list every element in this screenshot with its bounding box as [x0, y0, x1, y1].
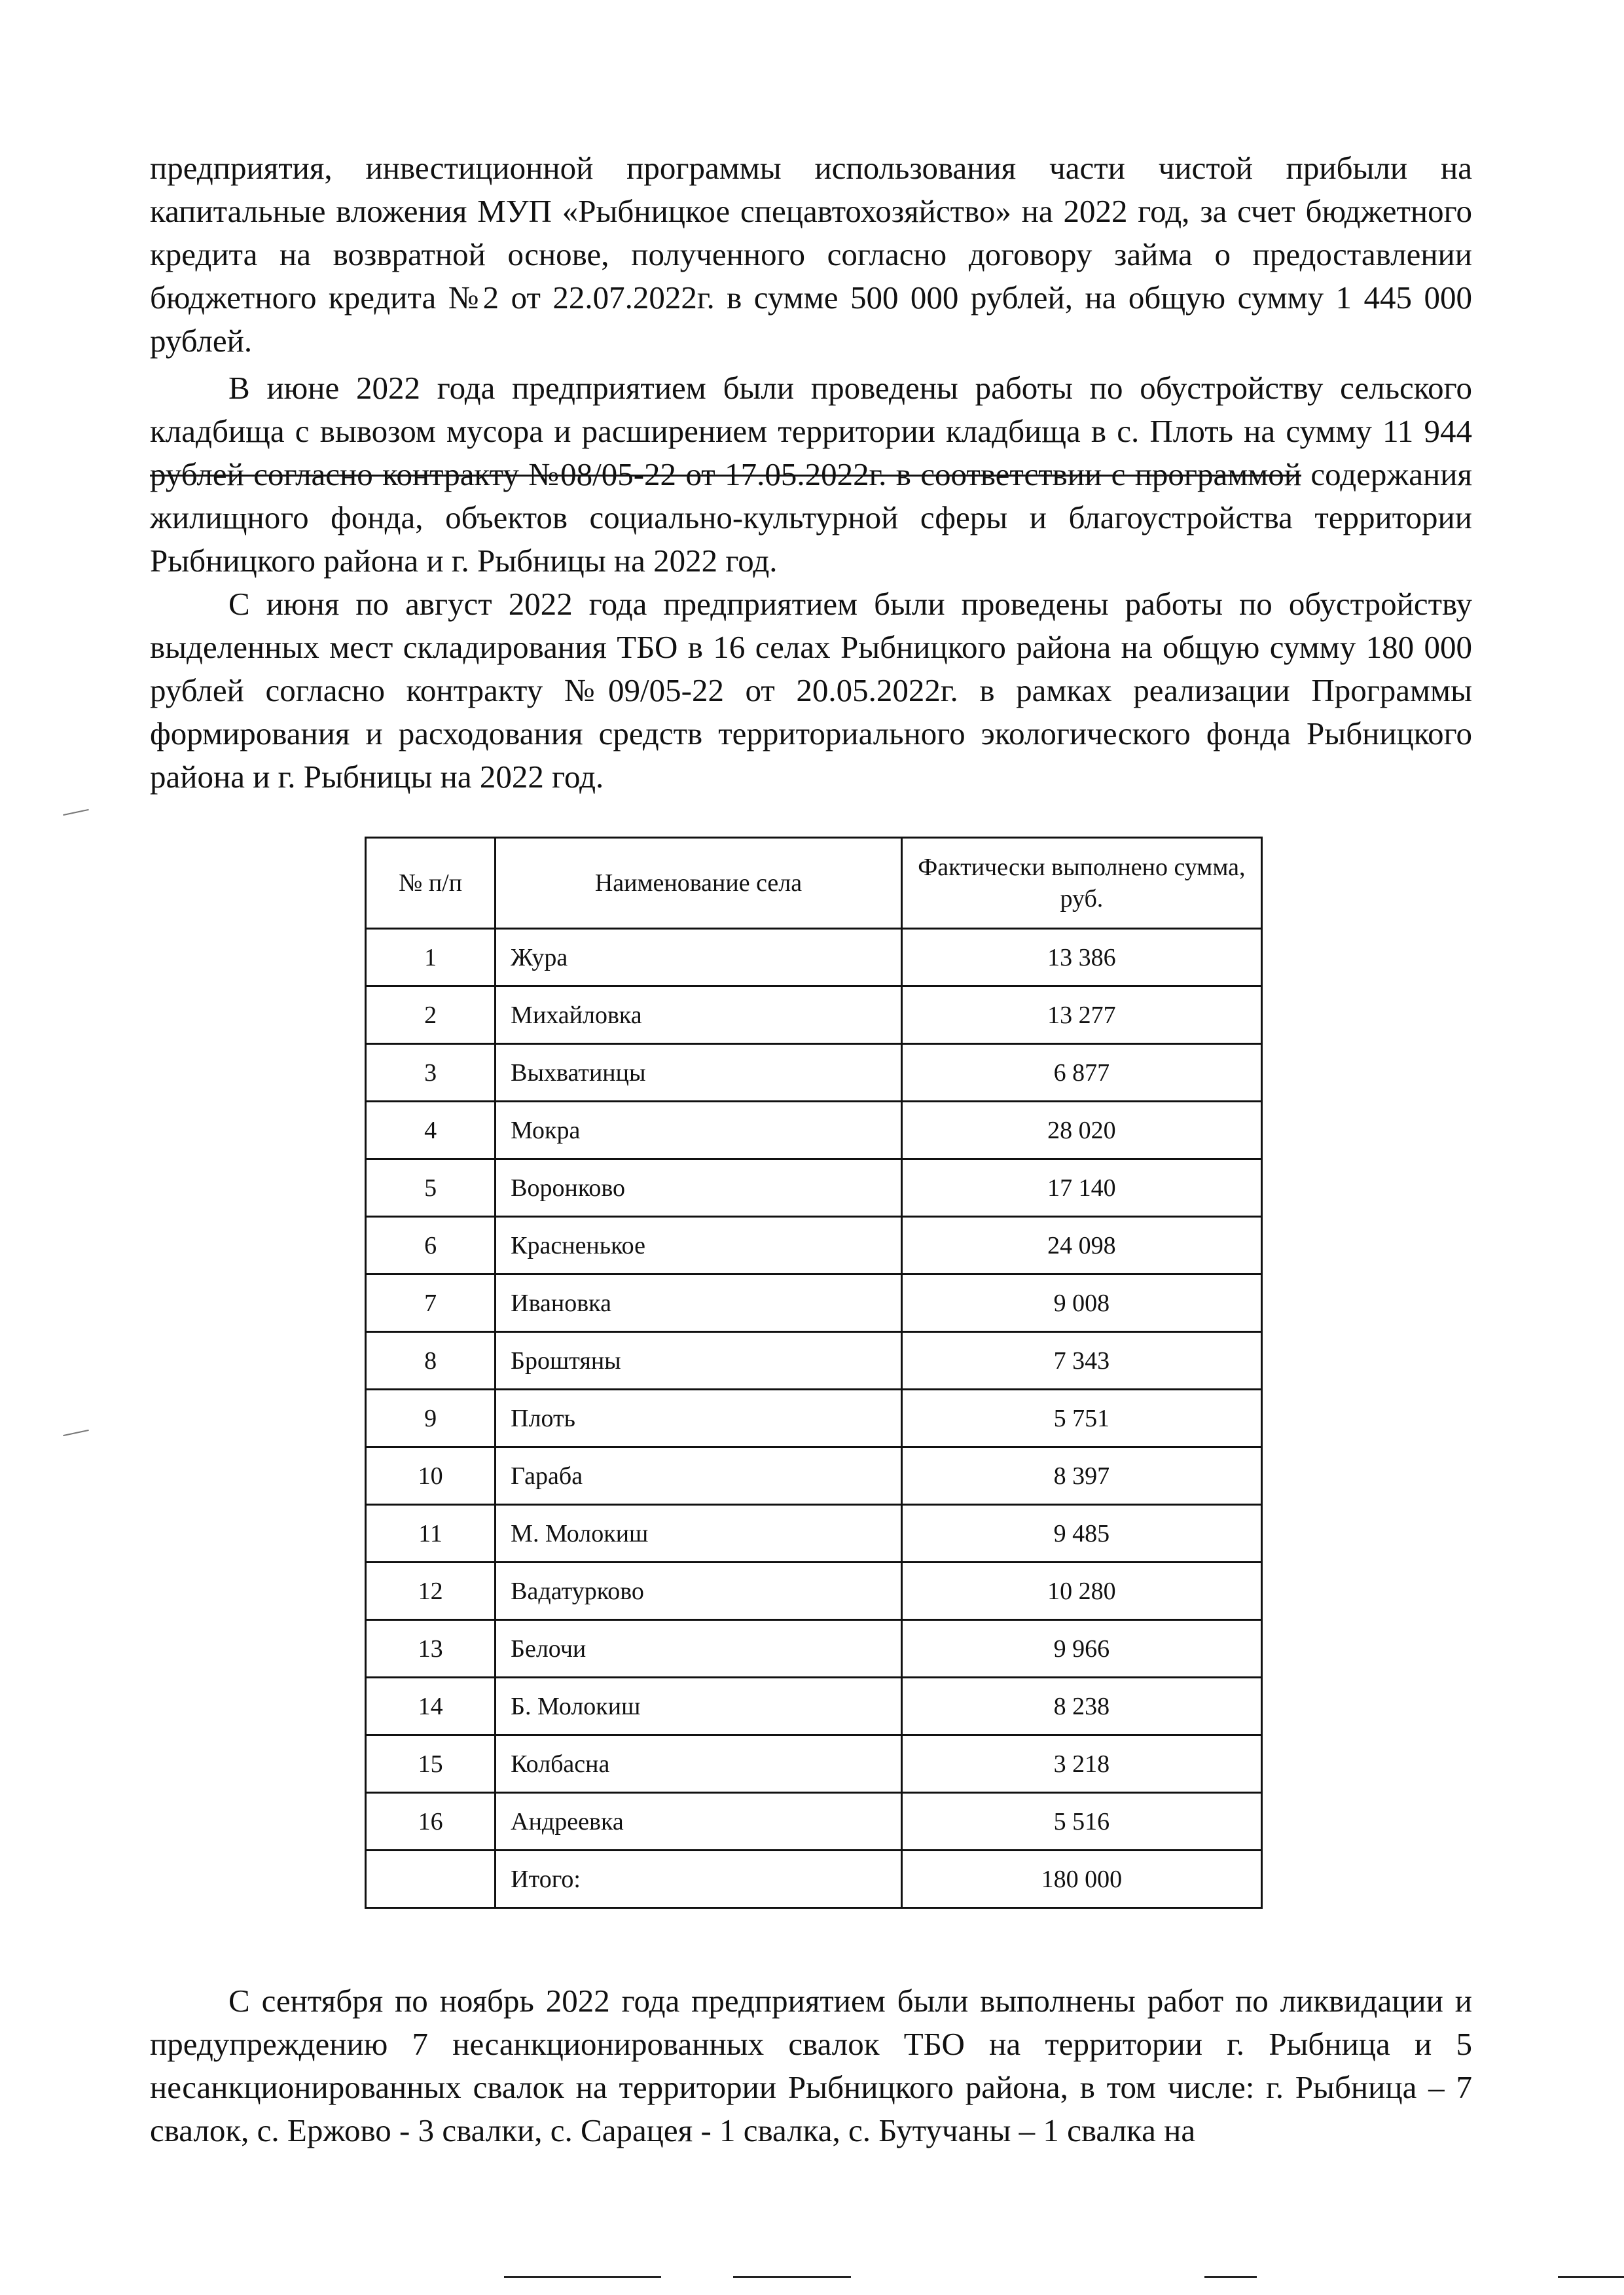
cemetery-text-end: содержания жилищного фонда, объектов социально-культурной сферы и благоустройства территории Рыбницкого района и г. Рыбницы на 2022 год. [150, 456, 1473, 579]
cemetery-paragraph [150, 367, 1472, 583]
cell-amount: 28 020 [901, 1102, 1261, 1159]
cell-number: 14 [366, 1678, 496, 1735]
cell-village-name: Белочи [496, 1620, 902, 1678]
cell-village-name: Колбасна [496, 1735, 902, 1793]
cell-number: 11 [366, 1505, 496, 1563]
cell-amount: 13 386 [901, 929, 1261, 986]
tbo-text: С июня по август 2022 года предприятием были проведены работы по обустройству выделенных мест складирования ТБО в 16 селах Рыбницкого района на общую сумму 180 000 рублей согласно контракту №09/05-22 от 20.05.2022г. в рамках реализации Программы формирования и расходования средств территориального экологического фонда Рыбницкого района и г. Рыбницы на 2022 год. [150, 586, 1472, 795]
cell-number: 2 [366, 986, 496, 1044]
cell-amount: 8 397 [901, 1447, 1261, 1505]
table-header-row [366, 838, 1262, 929]
cell-village-name: Вадатурково [496, 1563, 902, 1620]
table-row [366, 1332, 1262, 1390]
cell-village-name: Красненькое [496, 1217, 902, 1274]
scan-mark [63, 1430, 89, 1436]
cell-amount: 17 140 [901, 1159, 1261, 1217]
total-cell-village-name: Итого: [496, 1851, 902, 1908]
cell-number: 8 [366, 1332, 496, 1390]
cell-amount: 5 751 [901, 1390, 1261, 1447]
cell-village-name: Мокра [496, 1102, 902, 1159]
cemetery-text [150, 367, 1472, 583]
total-cell-amount: 180 000 [901, 1851, 1261, 1908]
cell-number: 15 [366, 1735, 496, 1793]
cell-village-name: Андреевка [496, 1793, 902, 1851]
table-row [366, 1159, 1262, 1217]
dumps-text: С сентября по ноябрь 2022 года предприятием были выполнены работ по ликвидации и предупреждению 7 несанкционированных свалок ТБО на территории г. Рыбница и 5 несанкционированных свалок на территории Рыбницкого района, в том числе: г. Рыбница – 7 свалок, с. Ержово - 3 свалки, с. Сарацея - 1 свалка, с. Бутучаны – 1 свалка на [150, 1983, 1472, 2148]
table-row [366, 1505, 1262, 1563]
cell-village-name: Броштяны [496, 1332, 902, 1390]
dumps-paragraph [150, 1979, 1472, 2152]
cell-village-name: Михайловка [496, 986, 902, 1044]
cell-number: 16 [366, 1793, 496, 1851]
cell-village-name: Выхватинцы [496, 1044, 902, 1102]
table-row [366, 986, 1262, 1044]
cell-village-name: Ивановка [496, 1274, 902, 1332]
scan-bottom-line [1558, 2276, 1624, 2278]
cell-number: 6 [366, 1217, 496, 1274]
cell-village-name: Жура [496, 929, 902, 986]
cell-number: 5 [366, 1159, 496, 1217]
cell-village-name: Б. Молокиш [496, 1678, 902, 1735]
header-amount: Фактически выполнено сумма, руб. [901, 838, 1261, 929]
total-cell-number [366, 1851, 496, 1908]
cell-village-name: Плоть [496, 1390, 902, 1447]
table-row [366, 1678, 1262, 1735]
table-total-row [366, 1851, 1262, 1908]
header-village-name: Наименование села [496, 838, 902, 929]
table-body [366, 929, 1262, 1908]
scan-bottom-line [504, 2276, 661, 2278]
scan-mark [63, 809, 89, 816]
table-row [366, 1563, 1262, 1620]
cell-number: 4 [366, 1102, 496, 1159]
scan-bottom-line [733, 2276, 851, 2278]
cell-village-name: Воронково [496, 1159, 902, 1217]
table-row [366, 1447, 1262, 1505]
cell-amount: 10 280 [901, 1563, 1261, 1620]
table-row [366, 1102, 1262, 1159]
cell-number: 3 [366, 1044, 496, 1102]
table-row [366, 1620, 1262, 1678]
villages-table-wrapper [365, 837, 1263, 1909]
tbo-paragraph [150, 583, 1472, 799]
cell-amount: 5 516 [901, 1793, 1261, 1851]
cell-amount: 9 485 [901, 1505, 1261, 1563]
table-row [366, 1735, 1262, 1793]
cell-number: 10 [366, 1447, 496, 1505]
cell-number: 7 [366, 1274, 496, 1332]
cell-number: 9 [366, 1390, 496, 1447]
table-row [366, 1274, 1262, 1332]
cell-village-name: М. Молокиш [496, 1505, 902, 1563]
cell-amount: 7 343 [901, 1332, 1261, 1390]
cell-amount: 9 008 [901, 1274, 1261, 1332]
cell-amount: 24 098 [901, 1217, 1261, 1274]
cell-amount: 8 238 [901, 1678, 1261, 1735]
scan-bottom-line [1204, 2276, 1257, 2278]
table-row [366, 929, 1262, 986]
cell-amount: 6 877 [901, 1044, 1261, 1102]
table-row [366, 1217, 1262, 1274]
intro-text: предприятия, инвестиционной программы использования части чистой прибыли на капитальные вложения МУП «Рыбницкое спецавтохозяйство» на 2022 год, за счет бюджетного кредита на возвратной основе, полученного согласно договору займа о предоставлении бюджетного кредита №2 от 22.07.2022г. в сумме 500 000 рублей, на общую сумму 1 445 000 рублей. [150, 150, 1472, 359]
cell-number: 13 [366, 1620, 496, 1678]
cemetery-text-start: В июне 2022 года предприятием были проведены работы по обустройству сельского кладбища с вывозом мусора и расширением территории кладбища в с. Плоть на сумму 11 944 [150, 370, 1472, 449]
cell-amount: 3 218 [901, 1735, 1261, 1793]
cemetery-text-struck: рублей согласно контракту №08/05-22 от 17.05.2022г. в соответствии с программой [150, 456, 1302, 492]
cell-amount: 9 966 [901, 1620, 1261, 1678]
table-row [366, 1390, 1262, 1447]
villages-table [365, 837, 1263, 1909]
table-row [366, 1793, 1262, 1851]
cell-village-name: Гараба [496, 1447, 902, 1505]
header-number: № п/п [366, 838, 496, 929]
table-row [366, 1044, 1262, 1102]
intro-paragraph [150, 147, 1472, 363]
cell-number: 12 [366, 1563, 496, 1620]
cell-amount: 13 277 [901, 986, 1261, 1044]
cell-number: 1 [366, 929, 496, 986]
